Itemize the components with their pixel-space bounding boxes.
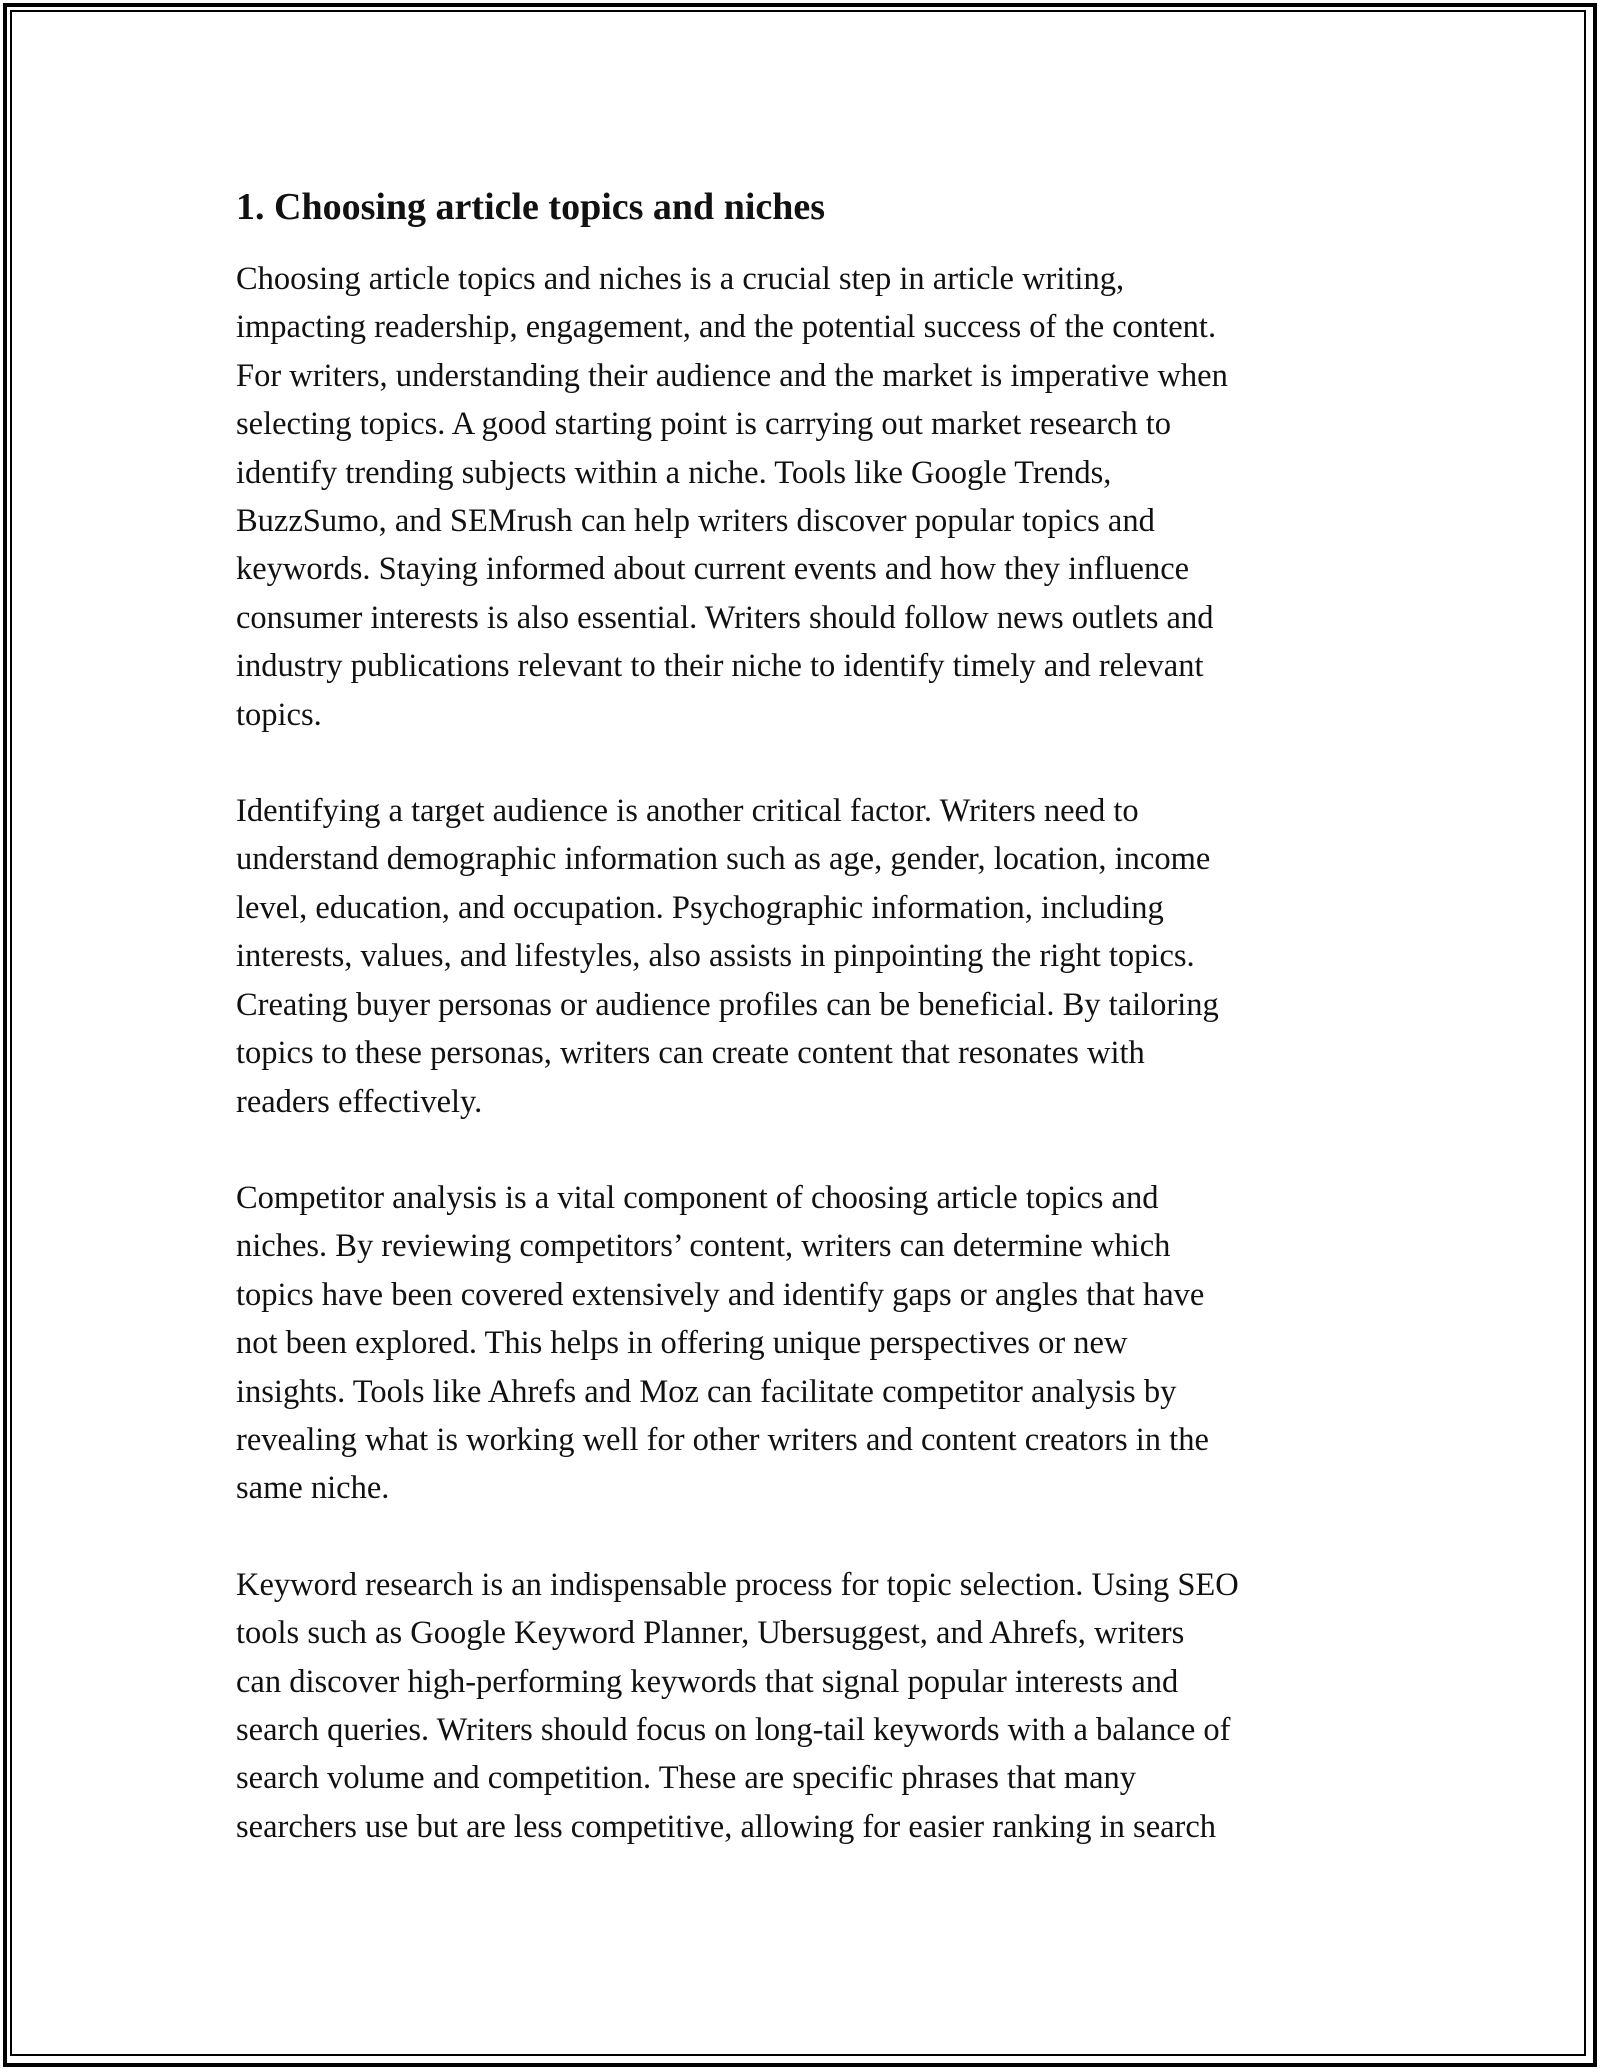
paragraph-line: searchers use but are less competitive, allowing for easier ranking in search [236,1808,1217,1845]
paragraph-keyword-research [236,1561,1386,1851]
paragraph-line: interests, values, and lifestyles, also assists in pinpointing the right topics. [236,938,1195,975]
paragraph-line: selecting topics. A good starting point is carrying out market research to [236,406,1172,443]
paragraph-line: niches. By reviewing competitors’ content, writers can determine which [236,1228,1171,1265]
paragraph-line: understand demographic information such as age, gender, location, income [236,841,1211,878]
paragraph-line: topics have been covered extensively and identify gaps or angles that have [236,1276,1205,1313]
paragraph-line: impacting readership, engagement, and the potential success of the content. [236,309,1217,346]
paragraph-line: topics. [236,696,322,733]
paragraph-line: same niche. [236,1470,390,1507]
document-body [236,183,1386,1899]
paragraph-line: insights. Tools like Ahrefs and Moz can facilitate competitor analysis by [236,1373,1177,1410]
paragraph-line: For writers, understanding their audience and the market is imperative when [236,357,1228,394]
paragraph-line: level, education, and occupation. Psychographic information, including [236,889,1164,926]
paragraph-line: search queries. Writers should focus on long-tail keywords with a balance of [236,1711,1231,1748]
paragraph-line: identify trending subjects within a niche. Tools like Google Trends, [236,454,1112,491]
paragraph-competitor-analysis [236,1174,1386,1513]
paragraph-line: Keyword research is an indispensable process for topic selection. Using SEO [236,1566,1239,1603]
paragraph-line: can discover high-performing keywords that signal popular interests and [236,1663,1179,1700]
section-heading: 1. Choosing article topics and niches [236,186,826,228]
paragraph-line: BuzzSumo, and SEMrush can help writers discover popular topics and [236,503,1155,540]
paragraph-line: Choosing article topics and niches is a crucial step in article writing, [236,261,1125,297]
paragraph-line: Identifying a target audience is another critical factor. Writers need to [236,793,1139,830]
paragraph-line: not been explored. This helps in offering unique perspectives or new [236,1325,1128,1362]
paragraph-line: tools such as Google Keyword Planner, Ubersuggest, and Ahrefs, writers [236,1615,1185,1652]
paragraph-line: keywords. Staying informed about current events and how they influence [236,551,1190,588]
paragraph-line: Creating buyer personas or audience profiles can be beneficial. By tailoring [236,986,1219,1023]
paragraph-line: topics to these personas, writers can create content that resonates with [236,1035,1145,1072]
paragraph-line: search volume and competition. These are specific phrases that many [236,1760,1137,1797]
paragraph-line: revealing what is working well for other writers and content creators in the [236,1421,1209,1458]
paragraph-target-audience [236,787,1386,1126]
paragraph-line: Competitor analysis is a vital component of choosing article topics and [236,1179,1159,1216]
paragraph-topic-selection [236,255,1386,739]
paragraph-line: industry publications relevant to their niche to identify timely and relevant [236,648,1204,685]
paragraph-line: consumer interests is also essential. Writers should follow news outlets and [236,599,1214,636]
paragraph-line: readers effectively. [236,1083,483,1120]
